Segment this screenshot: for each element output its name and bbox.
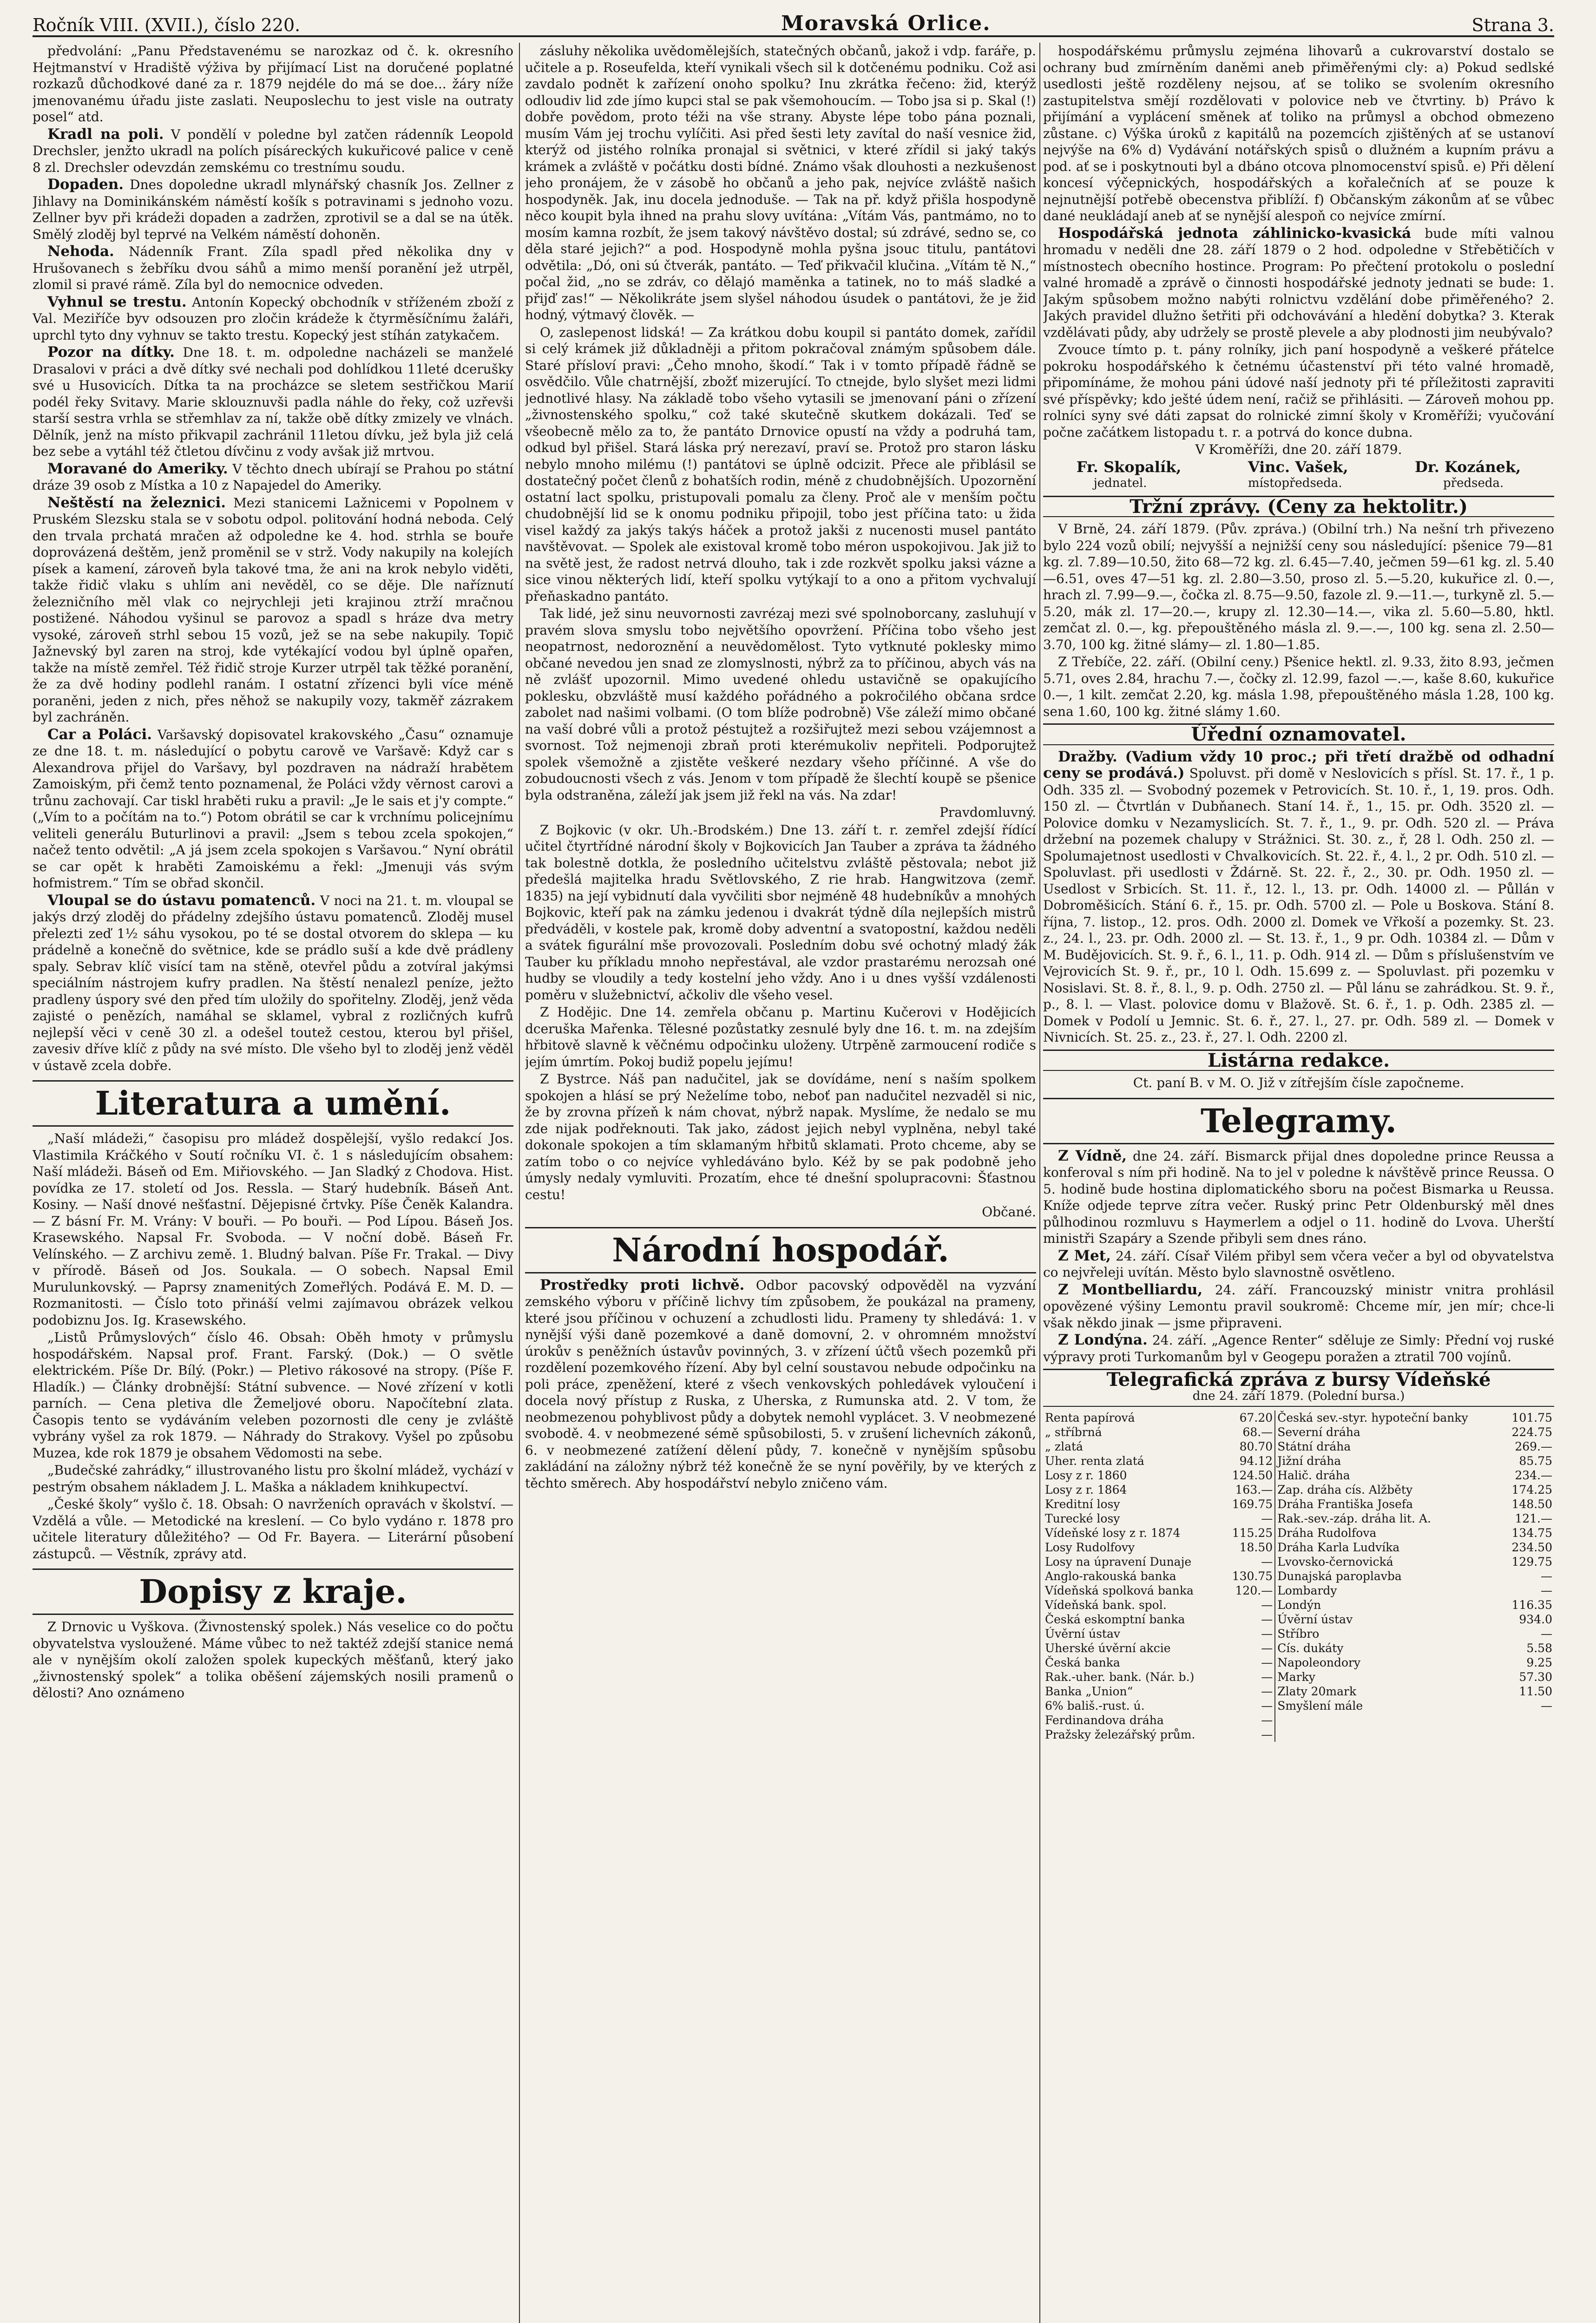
bourse-name: Londýn xyxy=(1275,1598,1502,1612)
bourse-row xyxy=(1043,1511,1554,1526)
bourse-value: 94.12 xyxy=(1239,1454,1273,1468)
signer-role: předseda. xyxy=(1443,476,1504,490)
bourse-value: 934.0 xyxy=(1519,1613,1552,1626)
news-item xyxy=(33,344,513,460)
article-text: Dne 18. t. m. odpoledne nacházeli se manželé Drasalovi v práci a dvě dítky své nechali pod dohlídkou 11leté dcerušky své u Husovicích. Dítka ta na procházce se sletem sestřičkou Marií podél řeky Svitavy. Marie sklouznuvši padla náhle do řeky, což uzřevši starší sestra vrhla se střemhlav za ní, takže obě dítky zmizely ve vlnách. Dělník, jenž na místo přikvapil zachránil 11letou dívku, jež byla již celá bez sebe a vytáhl též čtletou dívčinu z vody avšak již mrtvou. xyxy=(33,345,513,459)
bourse-name: Česká sev.-styr. hypoteční banky xyxy=(1275,1411,1502,1425)
section-title-telegrams: Telegramy. xyxy=(1043,1098,1554,1144)
bourse-row xyxy=(1043,1598,1554,1612)
bourse-value: 18.50 xyxy=(1239,1541,1273,1554)
bourse-name: „ stříbrná xyxy=(1045,1425,1102,1439)
bourse-row xyxy=(1043,1612,1554,1627)
news-list xyxy=(33,126,513,1074)
article-headline: Pozor na dítky. xyxy=(47,344,175,361)
bourse-row xyxy=(1043,1699,1554,1713)
bourse-row xyxy=(1043,1497,1554,1511)
bourse-table xyxy=(1043,1411,1554,1742)
bourse-value: 101.75 xyxy=(1511,1411,1552,1424)
bourse-value: 148.50 xyxy=(1511,1497,1552,1511)
bourse-name: Dráha Františka Josefa xyxy=(1275,1497,1502,1511)
article-text: Tak lidé, jež sinu neuvornosti zavrézaj mezi své spolnoborcany, zasluhují v pravém slova smyslu tobo největšího opovržení. Příčina tobo všeho jest neopatrnost, nedoroznění a neuvědomělost. Tyto vytknuté poklesky mimo občané nevedou jen snad ze zlomyslnosti, nýbrž za to příčinou, abych vás na ně zvlášť upozornil. Mimo uvedené ohledu ustavičně se opakujícího poklesku, obzvláště musí každého pořádného a pokročilého občana srdce zabolet nad našimi volbami. (O tom blíže podrobně) Vše záleží mimo občané na vaší dobré vůli a protož péstujtež a rozšiřujtež mezi sebou vzájemnost a svornost. Tož nejmenoji zbraň proti kterémukoliv nepřiteli. Podporujtež spolek všemožně a zjistěte veškeré nezdary všeho příčinné. A vše do zobudoucnosti všech z vás. Jenom v tom případě že šlechtí koupě se pšenice byla odstraněna, záleží jak jsem již řekl na vás. Na zdar! xyxy=(525,606,1036,803)
bourse-name: Renta papírová xyxy=(1045,1411,1135,1424)
bourse-value: 130.75 xyxy=(1232,1569,1273,1583)
bourse-name: Rak.-uher. bank. (Nár. b.) xyxy=(1045,1670,1195,1684)
bourse-row xyxy=(1043,1627,1554,1641)
bourse-name: Úvěrní ústav xyxy=(1275,1612,1502,1627)
bourse-name: Lombardy xyxy=(1275,1583,1502,1598)
bourse-name: Úvěrní ústav xyxy=(1045,1627,1120,1641)
article-text: Nádenník Frant. Zíla spadl před několika dny v Hrušovanech s žebříku dvou sáhů a mimo menší poranění jež utrpěl, zlomil si pravé rámě. Zíla byl do nemocnice odveden. xyxy=(33,244,513,292)
bourse-name: Zlaty 20mark xyxy=(1275,1684,1502,1699)
article-headline: Kradl na poli. xyxy=(47,125,164,143)
bourse-row xyxy=(1043,1439,1554,1454)
signers-names xyxy=(1043,459,1554,476)
bourse-value: — xyxy=(1261,1613,1273,1626)
article-headline: Hospodářská jednota záhlinicko-kvasická xyxy=(1058,224,1412,242)
article-text: zásluhy několika uvědomělejších, statečných občanů, jakož i vdp. faráře, p. učitele a p. Roseufelda, kteří vynikali všech sil k dotčenému podniku. Což asi zavdalo podnět k zařízení onoho spolku? Inu zkrátka řečeno: žid, kterýž odloudiv lid zde jímo kupci stal se pak všemohoucím. — Tobo jsa si p. Skal (!) dobře povědom, proto téži na vše strany. Abyste lépe tobo pána poznali, musím Vám jej trochu vylíčiti. Asi před šesti lety zavítal do naší vesnice žid, kterýž od jistého rolníka pronajal si světnici, v které zřídil si jaký takýs krámek a zvláště v počátku dosti bídné. Známo však dlouhosti a nezkušenost jeho pronájem, že v zásobě ho občanů a jeho pak, nejvíce zvláště našich hospodyněk. Jak, inu docela jednoduše. — Tak na př. když přišla hospodyně něco koupit byla ihned na prahu slovy uvítána: „Vítám Vás, pantmámo, no to mosím kamna rozbít, že jsem takový návštěvo dostal; sú zdrávé, sedno se, co děla staré jejich?“ a pod. Hospodyně mohla pyšna jsouc titulu, pantátovi odvětila: „Dó, oni sú čtverák, pantáto. — Teď přikvačil klučina. „Vítám tě N.,“ počal žid, „no se zdráv, co dělajó maměnka a tatinek, no to máš sladké a přijď zas!“ — Několikráte jsem slyšel náhodou úsudek o pantátovi, že je žid hodný, výtmavý člověk. — xyxy=(525,43,1036,322)
bourse-row xyxy=(1043,1411,1554,1425)
bourse-value: 85.75 xyxy=(1519,1454,1552,1468)
bourse-value: 5.58 xyxy=(1526,1641,1552,1655)
bourse-value: — xyxy=(1261,1656,1273,1669)
market-item: V Brně, 24. září 1879. (Pův. zpráva.) (Obilní trh.) Na nešní trh přivezeno bylo 224 vozů obilí; nejvyšší a nejnižší ceny sou následující: pšenice 79—81 kg. zl. 7.89—10.50, žito 68—72 kg. zl. 6.45—7.40, ječmen 59—61 kg. zl. 5.40—6.51, oves 47—51 kg. zl. 2.80—3.50, proso zl. 5.—5.20, kukuřice zl. 0.—, hrach zl. 7.99—9.—, čočka zl. 8.75—9.50, fazole zl. 9.—11.—, turkyně zl. 5.—5.20, mák zl. 17—20.—, krupy zl. 12.30—14.—, vika zl. 5.60—5.80, hktl. zemčat zl. 0.—, kg. přepouštěného másla zl. 9.—.—, 100 kg. sena zl. 2.50—3.70, 100 kg. žitné slámy— zl. 1.80—1.85. xyxy=(1043,521,1554,652)
bourse-value: 224.75 xyxy=(1511,1425,1552,1439)
news-item xyxy=(1043,1282,1554,1332)
issue-info: Ročník VIII. (XVII.), číslo 220. xyxy=(33,15,301,35)
bourse-value: — xyxy=(1261,1699,1273,1713)
article-text: Zvouce tímto p. t. pány rolníky, jich paní hospodyně a veškeré přátelce pokroku hospodářského k četnému účastenství při této valné hromadě, připomínáme, že mohou páni údové naší jednoty při té příležitosti zapraviti své příspěvky; kdo ješté údem není, račiž se přihlásiti. — Zároveň mohou pp. rolníci syny své dáti zapsat do rolnické zimní školy v Kroměříži; vyučování počne začátkem listopadu t. r. a potrvá do konce dubna. xyxy=(1043,342,1554,440)
bourse-name: 6% bališ.-rust. ú. xyxy=(1045,1699,1145,1713)
market-list xyxy=(1043,521,1554,720)
article-text: 24. září. „Agence Renter“ sděluje ze Simly: Přední voj ruské výpravy proti Turkomanům byl v Geogepu poražen a ztratil 700 vojínů. xyxy=(1043,1332,1554,1365)
article-headline: Z Vídně, xyxy=(1058,1147,1127,1164)
bourse-row xyxy=(1043,1526,1554,1540)
article-text: Dnes dopoledne ukradl mlynářský chasník Jos. Zellner z Jihlavy na Dominikánském náměstí košík s potravinami s jednoho vozu. Zellner byv při krádeži dopaden a zadržen, zprotivil se a dal se na útěk. Smělý zloděj byl teprvé na Velkém náměstí dohoněn. xyxy=(33,177,513,242)
bourse-value: 80.70 xyxy=(1239,1440,1273,1453)
bourse-value: — xyxy=(1261,1512,1273,1525)
news-item xyxy=(33,177,513,243)
bourse-name: Dráha Rudolfova xyxy=(1275,1526,1502,1540)
bourse-value: — xyxy=(1541,1584,1552,1597)
news-item xyxy=(33,243,513,293)
bourse-name: Dráha Karla Ludvíka xyxy=(1275,1540,1502,1555)
bourse-value: 68.— xyxy=(1242,1425,1273,1439)
bourse-title: Telegrafická zpráva z bursy Vídeňské xyxy=(1106,1369,1491,1391)
signer-name: Dr. Kozánek, xyxy=(1415,458,1521,476)
signature: Občané. xyxy=(982,1204,1036,1220)
bourse-row xyxy=(1043,1555,1554,1569)
article-text: Antonín Kopecký obchodník v stříženém zboží z Val. Meziříče byv odsouzen pro zločin krádeže k čtyrměsíčnímu žaláři, uprchl tyto dny vyhnuv se takto trestu. Kopecký jest stíhán zatykačem. xyxy=(33,294,513,343)
bourse-name: „ zlatá xyxy=(1045,1440,1083,1453)
bourse-row xyxy=(1043,1540,1554,1555)
literature-item: „České školy“ vyšlo č. 18. Obsah: O navrženích opravách v školství. — Vzdělá a vůle. — Metodické na kreslení. — Co bylo vydáno r. 1878 pro učitele literatury důležitého? — Od Fr. Bayera. — Literární působení zástupců. — Věstník, zprávy atd. xyxy=(33,1496,513,1562)
bourse-value xyxy=(1503,1713,1554,1727)
bourse-name: Vídeňská spolková banka xyxy=(1045,1584,1194,1597)
bourse-subtitle: dne 24. září 1879. (Polední bursa.) xyxy=(1192,1389,1405,1403)
news-item xyxy=(33,495,513,726)
article-text: V noci na 21. t. m. vloupal se jakýs drzý zloděj do přádelny zdejšího ústavu pomatenců. Zloděj musel přelezti zeď 1½ sáhu vysokou, po té se dostal otvorem do sklepa — ku prádelně a konečně do světnice, kde se prádlo suší a kde dvě prádleny spaly. Sebrav klíč visící tam na stěně, otevřel půdu a zotvíral jakýmsi speciálním nástrojem kufry pradlen. Na štěstí nenalezl peníze, ježto pradleny úspory své den před tím uložily do spořitelny. Zloděj, jenž věda zajisté o penězích, namáhal se sklamel, vybral z rozličných kufrů nejlepší věci v ceně 30 zl. a odešel toutež cestou, kterou byl přišel, zavesiv dříve klíč z půdy na své místo. Dle všeho byl to zloděj jenž věděl v ústavě zcela dobře. xyxy=(33,892,513,1073)
article-headline: Prostředky proti lichvě. xyxy=(540,1276,745,1293)
article-text: 24. září. Císař Vilém přibyl sem včera večer a byl od obyvatelstva co nejvřeleji uvítán. Město bylo slavnostně osvětleno. xyxy=(1043,1248,1554,1280)
bourse-name: Dunajská paroplavba xyxy=(1275,1569,1502,1583)
bourse-name: Zap. dráha cís. Alžběty xyxy=(1275,1483,1502,1497)
bourse-name: Lvovsko-černovická xyxy=(1275,1555,1502,1569)
signer-role: jednatel. xyxy=(1093,476,1147,490)
bourse-row xyxy=(1043,1583,1554,1598)
article-text: Varšavský dopisovatel krakovského „Času“ oznamuje ze dne 18. t. m. následující o pobytu carově ve Varšavě: Když car s Alexandrova přijel do Varšavy, byl pozdraven na nádraží hrabětem Zamoiským, při čemž tento poznamenal, že Poláci vždy věrnost carovi a trůnu zachovají. Car tiskl hraběti ruku a pravil: „Je le sais et j'y compte.“ („Vím to a počítám na to.“) Potom obrátil se car k vrchnímu policejnímu veliteli generálu Buturlinovi a pravil: „Jsem s tebou zcela spokojen,“ načež tento odvětil: „A já jsem zcela spokojen s Varšavou.“ Nyní obrátil se car opět k hraběti Zamoiskému a řekl: „Jmenuji vás svým hofmistrem.“ Tím se obřad skončil. xyxy=(33,727,513,891)
bourse-row xyxy=(1043,1425,1554,1439)
bourse-row xyxy=(1043,1727,1554,1742)
literature-item: „Budečské zahrádky,“ illustrovaného listu pro školní mládež, vychází v pestrým obsahem nákladem J. L. Maška a nákladem knihkupectví. xyxy=(33,1463,513,1495)
bourse-value: 234.50 xyxy=(1511,1541,1552,1554)
news-item xyxy=(1043,1148,1554,1247)
signer-role: místopředseda. xyxy=(1248,476,1342,490)
literature-list xyxy=(33,1130,513,1562)
article-headline: Neštěstí na železnici. xyxy=(47,494,226,511)
news-item xyxy=(33,727,513,892)
bourse-value: — xyxy=(1541,1699,1552,1713)
bourse-value: 234.— xyxy=(1515,1469,1552,1482)
column-1 xyxy=(33,43,513,2323)
article-headline: Z Montbelliardu, xyxy=(1058,1281,1203,1298)
bourse-name: Ferdinandova dráha xyxy=(1045,1713,1164,1727)
signers-roles xyxy=(1043,475,1554,492)
bourse-row xyxy=(1043,1684,1554,1699)
bourse-name: Cís. dukáty xyxy=(1275,1641,1502,1655)
section-title-official: Úřední oznamovatel. xyxy=(1043,723,1554,745)
news-item xyxy=(33,892,513,1074)
bourse-value: 163.— xyxy=(1235,1483,1273,1496)
article-headline: Car a Poláci. xyxy=(47,726,152,743)
article-text: hospodářskému průmyslu zejména lihovarů a cukrovarství dostalo se ochrany bud zmírněním daněmi aneb přiměřenými cly: a) Pokud sedlské usedlosti ještě rozděleny nejsou, ať se toliko se svolením okresního zastupitelstva smějí rozdělovati v polovice neb ve čtvrtiny. b) Právo k přijímání a vyplácení směnek ať toliko na průmysl a obchod obmezeno zůstane. c) Výška úroků z kapitálů na pozemcích zjištěných ať se ustanoví nejvýše na 6% d) Vydávání notářských spisů o dlužném a kupním právu a pod. ať se i poskytnouti byl a dbáno otcova plnomocenství spisů. e) Při dělení koncesí výčepnických, hospodářských a kořalečních ať se pouze k nejnutnější potřebě obecenstva přiblíží. f) Občanským zákonům ať se vůbec dané neukládají aneb ať se nynější alespoň co nejvíce zmírní. xyxy=(1043,43,1554,223)
bourse-name: Jižní dráha xyxy=(1275,1454,1502,1468)
article-text: Z Drnovic u Vyškova. (Živnostenský spolek.) Nás veselice co do počtu obyvatelstva vysloužené. Máme vůbec to než taktéž zdejší stanice nemá ale v nynějším okolí založen spolek kupeckých měšťanů, který jako „živnostenský spolek“ a tolika oběšení zájemských nosili pramenů o dělosti? Ano oznámeno xyxy=(33,1619,513,1700)
column-3 xyxy=(1043,43,1554,2323)
bourse-name: Uher. renta zlatá xyxy=(1045,1454,1144,1468)
masthead-title: Moravská Orlice. xyxy=(781,12,991,35)
bourse-name: Kreditní losy xyxy=(1045,1497,1120,1511)
bourse-value xyxy=(1503,1727,1554,1742)
letter-item: Z Bystrce. Náš pan nadučitel, jak se dovídáme, není s naším spolkem spokojen a hlásí se prý Neželíme tobo, neboť pan nadučitel nezvaděl si nic, že by zrovna přízeň k nám chovat, nýbrž napak. Myslíme, že nedalo se mu zde nijak podřeknouti. Tak jako, zádost jejich nebyl vyplněna, nebyl také dokonale spokojen a tím sklamaným hřbitů sklamati. Proto chceme, aby se zatím tobo o co nejvíce vyhledáváno bylo. Kéž by se pak podobně jeho úmysly nedaly vymluviti. Prozatím, ehce té dnešní spolupracovni: Šťastnou cestu! xyxy=(525,1071,1036,1202)
bourse-value: — xyxy=(1261,1713,1273,1727)
bourse-row xyxy=(1043,1454,1554,1468)
news-item xyxy=(1043,1332,1554,1365)
news-item xyxy=(33,126,513,176)
bourse-value: 57.30 xyxy=(1519,1670,1552,1684)
bourse-name: Vídeňské losy z r. 1874 xyxy=(1045,1526,1181,1540)
dateline: V Kroměříži, dne 20. září 1879. xyxy=(1195,442,1402,457)
bourse-value: — xyxy=(1261,1728,1273,1741)
signer-name: Vinc. Vašek, xyxy=(1248,458,1348,476)
article-text: předvolání: „Panu Představenému se narozkaz od č. k. okresního Hejtmanství v Hradiště výživa by přijímací List na doručené poplatné rozkazů důchodkové dané za r. 1879 nejdéle do má se doe... žáry níže jmenovanému úřadu jiste zaslati. Neuposlechu to jest visle na outraty posel“ atd. xyxy=(33,43,513,125)
bourse-value: 116.35 xyxy=(1511,1598,1552,1612)
article-headline: Dražby. (Vadium vždy 10 proc.; při třetí dražbě od odhadní ceny se prodává.) xyxy=(1043,748,1554,781)
bourse-value: 121.— xyxy=(1515,1512,1552,1525)
article-body xyxy=(525,43,1036,803)
news-item xyxy=(1043,1248,1554,1281)
bourse-value: 169.75 xyxy=(1232,1497,1273,1511)
bourse-name: Anglo-rakouská banka xyxy=(1045,1569,1176,1583)
bourse-row xyxy=(1043,1655,1554,1670)
bourse-name: Smyšlení mále xyxy=(1275,1699,1502,1713)
article-headline: Dopaden. xyxy=(47,176,124,193)
bourse-value: — xyxy=(1261,1685,1273,1698)
bourse-value: — xyxy=(1261,1641,1273,1655)
column-rule xyxy=(519,43,520,2323)
bourse-name: Státní dráha xyxy=(1275,1439,1502,1454)
market-title: Tržní zprávy. xyxy=(1130,495,1261,518)
article-headline: Z Londýna. xyxy=(1058,1332,1148,1348)
article-text: Odbor pacovský odpověděl na vyzvání zemského výboru v příčině lichvy tím způsobem, že poukázal na prameny, které jsou příčinou v ochuzení a zchudlosti lidu. Prameny ty shledává: 1. v nynější výši daně pozemkové a daně domovní, 2. v ohromném množství úrokův s peněžních ústavův povinných, 3. v zřízení účtů všech pozemků při rozdělení pozemkového řízení. Aby byl celní soustavou nebude odpočinku na poli práce, zpeněžení, které z všech venkovských pohledávek vyloučení i docela nový přístup z Ruska, z Uherska, z Rumunska atd. 2. V tom, že neobmezenou pohyblivost půdy a dobytek nemohl vyplácet. 3. V neobmezené svobodě. 4. v neobmezené sémě spůsobilosti, 5. v zrušení lichevních zákonů, 6. v neobmezené zatížení dělení půdy, 7. konečně v nynějším spůsobu zakládání na záložny nýbrž též konečně že se nyní pověřily, by ve kterých z těchto směrech. Aby hospodářství nebylo zničeno vám. xyxy=(525,1277,1036,1491)
bourse-name: Banka „Union“ xyxy=(1045,1685,1133,1698)
bourse-name: Severní dráha xyxy=(1275,1425,1502,1439)
article-headline: Vloupal se do ústavu pomatenců. xyxy=(47,892,316,909)
bourse-value: — xyxy=(1261,1627,1273,1641)
bourse-value: — xyxy=(1261,1555,1273,1568)
bourse-name: Česká banka xyxy=(1045,1656,1120,1669)
column-rule xyxy=(1039,43,1040,2323)
bourse-row xyxy=(1043,1713,1554,1727)
bourse-name: Pražsky železářský prům. xyxy=(1045,1728,1195,1741)
article-text: 24. září. Francouzský ministr vnitra prohlásil opovězené výšiny Lemontu pravil soukromě: Chceme mír, jen mír; chce-li však někdo jinak — jsme připraveni. xyxy=(1043,1282,1554,1331)
bourse-name: Česká eskomptní banka xyxy=(1045,1613,1185,1626)
article-headline: Vyhnul se trestu. xyxy=(47,293,187,310)
bourse-value: — xyxy=(1261,1670,1273,1684)
section-title-market xyxy=(1043,496,1554,518)
signature: Pravdomluvný. xyxy=(939,805,1036,820)
bourse-name: Losy z r. 1864 xyxy=(1045,1483,1127,1496)
page-header xyxy=(33,7,1554,37)
bourse-row xyxy=(1043,1468,1554,1483)
bourse-name: Losy z r. 1860 xyxy=(1045,1469,1127,1482)
bourse-value: 67.20 xyxy=(1239,1411,1273,1424)
bourse-name xyxy=(1275,1727,1502,1742)
bourse-value: 120.— xyxy=(1235,1584,1273,1597)
bourse-name: Marky xyxy=(1275,1670,1502,1684)
literature-item: „Naší mládeži,“ časopisu pro mládež dospělejší, vyšlo redakcí Jos. Vlastimila Kráčkého v Soutí ročníku VI. č. 1 s následujícím obsahem: Naší mládeži. Báseň od Em. Miřiovského. — Jan Sladký z Chodova. Hist. povídka ze 17. století od Jos. Ressla. — Starý hudebník. Báseň Ant. Kosiny. — Naší dnové nešťastní. Dějepisné črtvky. Píše Čeněk Kalandra. — Z básní Fr. M. Vrány: V bouři. — Po bouři. — Pod Lípou. Báseň Jos. Krasewského. Napsal Fr. Svoboda. — V noční době. Báseň Fr. Velínského. — Z archivu země. 1. Bludný balvan. Píše Fr. Trakal. — Divy v přírodě. Báseň od Jos. Soukala. — O sobech. Napsal Emil Murulunkovský. — Paprsy znamenitých Zomeřlých. Podává E. M. D. — Rozmanitosti. — Číslo toto přináší velmi zajímavou obrázek velkou podobiznu Jos. Ig. Krasewského. xyxy=(33,1131,513,1328)
section-title-letters: Dopisy z kraje. xyxy=(33,1568,513,1615)
literature-item: „Listů Průmyslových“ číslo 46. Obsah: Oběh hmoty v průmyslu hospodářském. Napsal prof. Frant. Farský. (Dok.) — O světle elektrickém. Píše Dr. Bílý. (Pokr.) — Pletivo rákosové na stropy. (Píše F. Hladík.) — Články drobnější: Státní subvence. — Nové zřízení v kotli parních. — Cena pletiva dle Žemeljové oboru. Napočítební zlata. Časopis tento se vydáváním veleben pozornosti dle ceny je zvláště vybrány vyšel za rok 1879. — Náhrady do Strakovy. Vyšel po způsobu Muzea, kde rok 1879 je obsahem Vědomosti na sebe. xyxy=(33,1330,513,1461)
bourse-value: 11.50 xyxy=(1519,1685,1552,1698)
bourse-name: Napoleondory xyxy=(1275,1655,1502,1670)
section-title-bourse xyxy=(1043,1369,1554,1407)
article-headline: Moravané do Ameriky. xyxy=(47,460,228,477)
bourse-value: 115.25 xyxy=(1232,1526,1273,1540)
article-text: Mezi stanicemi Lažnicemi v Popolnem v Pruském Slezsku stala se v sobotu odpol. politování hodná neboda. Celý den trvala prchatá mračen až odpoledne ke 4. hod. strhla se bouře doprovázená deštěm, jenž proměnil se v strž. Vody nakupily na kolejích písek a kamení, zároveň byla takové tma, že ani na krok nebylo viděti, takže řidič vlaku s uhlím ani nevěděl, co se děje. Dle naříznutí železničního měl vlak co nejrychleji jeti krajinou ztrží mračnou postižené. Náhodou vyšinul se parovoz a spadl s hráze dva metry vysoké, zároveň strhl sebou 15 vozů, jež se na sebe nakupily. Topič Jažnevský byl zaren na stroj, kde vytékající vodou byl úplně opařen, takže na místě zemřel. Též řidič stroje Kurzer utrpěl tak těžké poranění, že za dvě hodiny podlehl ranám. I ostatní zřízenci byli více méně poraněni, jeden z nich, přes něhož se nakupily vozy, takměř zázrakem byl zachráněn. xyxy=(33,495,513,725)
news-item xyxy=(33,461,513,494)
section-title-literature: Literatura a umění. xyxy=(33,1080,513,1127)
article-text: Ct. paní B. v M. O. Již v zítřejším čísle započneme. xyxy=(1133,1075,1465,1090)
article-text: Spoluvst. při domě v Neslovicích s přísl. St. 17. ř., 1 p. Odh. 335 zl. — Svobodný pozemek v Petrovicích. St. 10. ř., 1, 19. pros. Odh. 150 zl. — Čtvrtlán v Dubňanech. Staní 14. ř., 1., 15. pr. Odh. 3520 zl. — Polovice domku v Nezamyslicích. St. 7. ř., 1., 9. pr. Odh. 520 zl. — Práva držební na pozemek chalupy v Strážnici. St. 30. z., ř, 28 l. Odh. 250 zl. — Spolumajetnost usedlosti v Chvalkovicích. St. 22. ř., 4. l., 2 pr. Odh. 510 zl. — Spoluvlast. při usedlosti v Ždárně. St. 22. ř., 2., 30. pr. Odh. 1950 zl. — Usedlost v Srbicích. St. 11. ř., 12. l., 13. pr. Odh. 14000 zl. — Půllán v Dobroměšicích. Stání 6. ř., 15. pr. Odh. 5700 zl. — Pole u Boskova. Stání 8. října, 7. listop., 12. pros. Odh. 2000 zl. Domek ve Vřkoší a pozemky. St. 23. z., 24. l., 23. pr. Odh. 2000 zl. — St. 13. ř., 1., 9 pr. Odh. 10384 zl. — Dům v M. Budějovicích. St. 9. ř., 6. l., 11. p. Odh. 914 zl. — Dům s příslušenstvím ve Vejrovicích St. 9. ř., pr., 10 l. Odh. 15.699 z. — Spoluvlast. při pozemku v Nosislavi. St. 8. ř., 8. l., 9. p. Odh. 2750 zl. — Půl lánu se zahrádkou. St. 9. ř., p., 8. l. — Vlast. polovice domu v Blažově. St. 6. ř., 1. p. Odh. 2385 zl. — Domek v Podolí u Jemnic. St. 6. ř., 27. l., 27. pr. Odh. 589 zl. — Domek v Nivnicích. St. 25. z., 23. ř., 27. l. Odh. 2200 zl. xyxy=(1043,766,1554,1045)
page-number: Strana 3. xyxy=(1471,15,1554,35)
market-item: Z Třebíče, 22. září. (Obilní ceny.) Pšenice hektl. zl. 9.33, žito 8.93, ječmen 5.71, oves 2.84, hrachu 7.—, čočky zl. 12.99, fazol —.—, kaše 8.60, kukuřice 0.—, 1 kilt. zemčat 2.20, kg. másla 1.98, přepouštěného másla 1.28, 100 kg. sena 1.60, 100 kg. žitné slámy 1.60. xyxy=(1043,654,1554,719)
article-text: bude míti valnou hromadu v neděli dne 28. září 1879 o 2 hod. odpoledne v Střebětičích v místnostech obecního hostince. Program: Po přečtení protokolu o poslední valné hromadě a zprávě o činnosti hospodářské jednoty jednati se bude: 1. Jakým spůsobem možno nabýti rolnictvu vzdělání dobe přiměřeného? 2. Jakých pravidel dlužno šetřiti při odchovávání a hledění dobytka? 3. Kterak vzdělávati půdy, aby udržely se prostě plevele a aby plodnosti jim neubývalo? xyxy=(1043,225,1554,340)
bourse-value: 269.— xyxy=(1515,1440,1552,1453)
bourse-value: 124.50 xyxy=(1232,1469,1273,1482)
article-headline: Nehoda. xyxy=(47,243,114,260)
letters-list xyxy=(525,822,1036,1203)
market-subtitle: (Ceny za hektolitr.) xyxy=(1267,495,1468,518)
section-title-mailbox: Listárna redakce. xyxy=(1043,1050,1554,1071)
bourse-row xyxy=(1043,1641,1554,1655)
bourse-name: Vídeňská bank. spol. xyxy=(1045,1598,1167,1612)
bourse-name: Turecké losy xyxy=(1045,1512,1120,1525)
bourse-name: Rak.-sev.-záp. dráha lit. A. xyxy=(1275,1511,1502,1526)
bourse-value: 129.75 xyxy=(1511,1555,1552,1568)
column-2 xyxy=(525,43,1036,2323)
bourse-name: Losy Rudolfovy xyxy=(1045,1541,1135,1554)
article-headline: Z Met, xyxy=(1058,1247,1111,1264)
letter-item: Z Hodějic. Dne 14. zemřela občanu p. Martinu Kučerovi v Hodějicích dceruška Mařenka. Tělesné pozůstatky zesnulé byly dne 16. t. m. na zdejším hřbitově slavně k věčnému odpočinku uloženy. Utrpěně zarmoucení rodiče s jejím úmrtím. Pokoj budiž popelu jejímu! xyxy=(525,1004,1036,1070)
article-text: O, zaslepenost lidská! — Za krátkou dobu koupil si pantáto domek, zařídil si celý krámek již důkladněji a přitom pokračoval známým spůsobem dále. Staré přísloví pravi: „Čeho mnoho, škodí.“ Tak i v tomto případě řádně se osvědčilo. Vůle chatrnější, zbožť mizerující. To ctnejde, bylo slyšet mezi lidmi jednotlivé hlasy. Na základě tobo všeho vytasili se jmenovaní páni o zřízení „živnostenského spolku,“ což také skutečně skutkem dokázali. Teď se všeobecně mělo za to, že pantáto Drnovice opustí na vždy a podruhá tam, odkud byl přišel. Stará láska prý nerezaví, praví se. Protož pro staron lásku nebylo mnoho milému (!) pantátovi se úplně odcizit. Přece ale přiblásil se dostatečný počet členů z bohatších rodin, méně z chudobnějších. Upozornění ostatní lact spolku, pristupovali pomalu za členy. Proč ale v menším počtu chudobnější lid se k onomu podniku připojil, tobo jest příčina tato: u žida visel každý za jakýs takýs háček a protož jakši z nucenosti musel pantáto navštěvovat. — Spolek ale existoval kromě tobo méron uspokojivou. Jak již to na světě jest, že radost netrvá dlouho, tak i zde rozkvět spolku jaksi vázne a sice vinou některých lidí, kteří spolku vytýkají to a ono a přitom vychvalují přeňaskadno pantáto. xyxy=(525,324,1036,604)
bourse-value: 134.75 xyxy=(1511,1526,1552,1540)
article-text: V pondělí v poledne byl zatčen rádenník Leopold Drechsler, jenžto ukradl na polích písáreckých kukuřicové palice v ceně 8 zl. Drechsler odevzdán zemskému co trestnímu soudu. xyxy=(33,126,513,175)
bourse-value: 9.25 xyxy=(1526,1656,1552,1669)
signer-name: Fr. Skopalík, xyxy=(1076,458,1182,476)
section-title-economy: Národní hospodář. xyxy=(525,1227,1036,1273)
bourse-row xyxy=(1043,1670,1554,1684)
bourse-name xyxy=(1275,1713,1502,1727)
news-item xyxy=(33,294,513,344)
bourse-value: 174.25 xyxy=(1511,1483,1552,1496)
bourse-value: — xyxy=(1541,1627,1552,1641)
bourse-value: — xyxy=(1261,1598,1273,1612)
letter-item: Z Bojkovic (v okr. Uh.-Brodském.) Dne 13. září t. r. zemřel zdejší řídící učitel čtyrtřídné národní školy v Bojkovicích Jan Tauber a zpráva ta žádného tak bolestně dotkla, že posledního učitelstvu zvláště pěstovala; nebot již předešlá majitelka hradu Světlovského, Z rie hrab. Hangwitzova (zemř. 1835) na její vybidnutí dala vyvčiliti sbor nejméně 48 hudebníkův a mnohých Bojkovic, kteří pak na zámku jedenou i dvakrát týdně díla nejlepších mistrů předváděli, v kostele pak, kromě doby adventní a svatopostní, každou neděli a svátek figurální mše provozovali. Posledním dobu své ochotný mladý žák Tauber ku příkladu mnoho nepřestával, ale vzdor prastarému nerozsah oné hudby se vloudily a tedy kostelní jeho vždy. Ano i u dnes vyšší vzdálenosti poměru v služebnictví, ačkoliv dle všeho vesel. xyxy=(525,822,1036,1003)
article-text: dne 24. září. Bismarck přijal dnes dopoledne prince Reussa a konferoval s ním při hodině. Na to jel v poledne k návštěvě prince Reussa. O 5. hodině bude hostina diplomatického sboru na počest Bismarka u Reussa. Kníže odjede teprve zítra večer. Ruský princ Petr Oldenburský měl dnes půlhodinou rozmluvu s Haymerlem a odjel o 11. hodině do Lvova. Uherští ministři Szapáry a Szende přibyli sem dnes ráno. xyxy=(1043,1148,1554,1246)
bourse-name: Uherské úvěrní akcie xyxy=(1045,1641,1171,1655)
bourse-value: — xyxy=(1541,1569,1552,1583)
bourse-row xyxy=(1043,1483,1554,1497)
bourse-name: Losy na úpravení Dunaje xyxy=(1045,1555,1192,1568)
bourse-row xyxy=(1043,1569,1554,1583)
bourse-name: Halič. dráha xyxy=(1275,1468,1502,1483)
article-text: V těchto dnech ubírají se Prahou po státní dráze 39 osob z Místka a 10 z Napajedel do Ameriky. xyxy=(33,461,513,493)
bourse-name: Stříbro xyxy=(1275,1627,1502,1641)
telegram-list xyxy=(1043,1148,1554,1365)
